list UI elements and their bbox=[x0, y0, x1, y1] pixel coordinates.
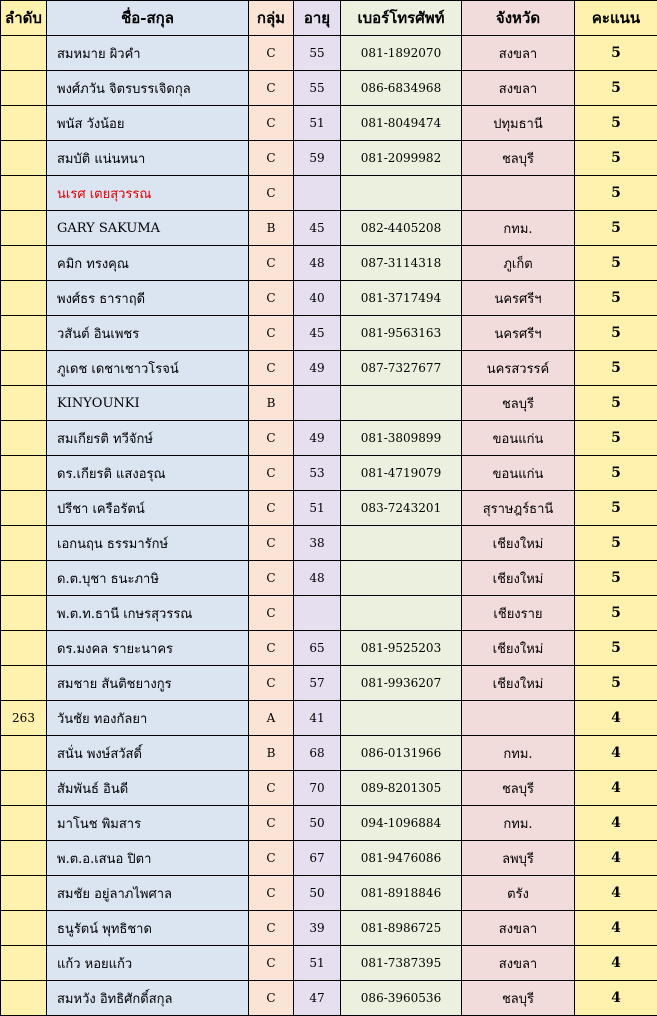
cell-name: KINYOUNKI bbox=[47, 386, 249, 421]
cell-age: 49 bbox=[294, 351, 341, 386]
cell-score: 5 bbox=[575, 36, 657, 71]
cell-group: C bbox=[249, 106, 294, 141]
cell-order bbox=[1, 911, 47, 946]
table-row bbox=[1, 421, 657, 456]
cell-group: C bbox=[249, 281, 294, 316]
cell-province: ภูเก็ต bbox=[462, 246, 575, 281]
cell-order bbox=[1, 631, 47, 666]
cell-order bbox=[1, 526, 47, 561]
cell-phone bbox=[341, 561, 462, 596]
cell-province bbox=[462, 176, 575, 211]
cell-name: คมิก ทรงคุณ bbox=[47, 246, 249, 281]
table-row bbox=[1, 386, 657, 421]
cell-name: วสันต์ อินเพชร bbox=[47, 316, 249, 351]
cell-group: C bbox=[249, 246, 294, 281]
cell-name: สัมพันธ์ อินดี bbox=[47, 771, 249, 806]
cell-order bbox=[1, 491, 47, 526]
cell-name: พนัส วังน้อย bbox=[47, 106, 249, 141]
header-group: กลุ่ม bbox=[249, 1, 294, 36]
cell-name: ปรีชา เครือรัตน์ bbox=[47, 491, 249, 526]
cell-age: 48 bbox=[294, 561, 341, 596]
cell-age: 39 bbox=[294, 911, 341, 946]
cell-province: สงขลา bbox=[462, 71, 575, 106]
cell-order bbox=[1, 876, 47, 911]
table-row bbox=[1, 946, 657, 981]
cell-age: 50 bbox=[294, 806, 341, 841]
cell-order bbox=[1, 456, 47, 491]
table-row bbox=[1, 316, 657, 351]
cell-group: C bbox=[249, 36, 294, 71]
cell-phone bbox=[341, 386, 462, 421]
cell-score: 5 bbox=[575, 281, 657, 316]
cell-order bbox=[1, 211, 47, 246]
cell-phone: 081-8049474 bbox=[341, 106, 462, 141]
cell-order bbox=[1, 561, 47, 596]
header-age: อายุ bbox=[294, 1, 341, 36]
table-row bbox=[1, 631, 657, 666]
cell-province: นครศรีฯ bbox=[462, 281, 575, 316]
cell-group: C bbox=[249, 316, 294, 351]
cell-group: C bbox=[249, 876, 294, 911]
cell-order bbox=[1, 596, 47, 631]
cell-province: กทม. bbox=[462, 806, 575, 841]
cell-age: 51 bbox=[294, 946, 341, 981]
cell-group: B bbox=[249, 386, 294, 421]
header-province: จังหวัด bbox=[462, 1, 575, 36]
cell-order bbox=[1, 316, 47, 351]
cell-phone: 081-9936207 bbox=[341, 666, 462, 701]
table-row bbox=[1, 596, 657, 631]
cell-score: 5 bbox=[575, 106, 657, 141]
cell-score: 4 bbox=[575, 736, 657, 771]
cell-age: 47 bbox=[294, 981, 341, 1016]
cell-province: นครศรีฯ bbox=[462, 316, 575, 351]
header-row bbox=[1, 1, 657, 36]
cell-name: มาโนช พิมสาร bbox=[47, 806, 249, 841]
cell-province: กทม. bbox=[462, 211, 575, 246]
cell-name: ธนูรัตน์ พุทธิชาด bbox=[47, 911, 249, 946]
cell-province: เชียงใหม่ bbox=[462, 526, 575, 561]
cell-name: วันชัย ทองกัลยา bbox=[47, 701, 249, 736]
table-row bbox=[1, 666, 657, 701]
cell-province: สงขลา bbox=[462, 36, 575, 71]
cell-name: ดร.เกียรติ แสงอรุณ bbox=[47, 456, 249, 491]
table-row bbox=[1, 211, 657, 246]
table-row bbox=[1, 71, 657, 106]
cell-age: 55 bbox=[294, 71, 341, 106]
cell-score: 4 bbox=[575, 876, 657, 911]
cell-order bbox=[1, 666, 47, 701]
cell-phone: 082-4405208 bbox=[341, 211, 462, 246]
cell-age: 41 bbox=[294, 701, 341, 736]
cell-province: ชลบุรี bbox=[462, 141, 575, 176]
cell-score: 5 bbox=[575, 666, 657, 701]
table-row bbox=[1, 141, 657, 176]
cell-province: ลพบุรี bbox=[462, 841, 575, 876]
cell-score: 4 bbox=[575, 911, 657, 946]
cell-phone bbox=[341, 526, 462, 561]
cell-score: 5 bbox=[575, 421, 657, 456]
cell-name: นเรศ เตยสุวรรณ bbox=[47, 176, 249, 211]
cell-name: ดร.มงคล รายะนาคร bbox=[47, 631, 249, 666]
table-row bbox=[1, 841, 657, 876]
cell-phone bbox=[341, 176, 462, 211]
cell-group: C bbox=[249, 491, 294, 526]
cell-score: 5 bbox=[575, 456, 657, 491]
table-row bbox=[1, 491, 657, 526]
cell-group: C bbox=[249, 526, 294, 561]
cell-order bbox=[1, 281, 47, 316]
cell-score: 5 bbox=[575, 596, 657, 631]
cell-score: 5 bbox=[575, 316, 657, 351]
cell-province: ขอนแก่น bbox=[462, 421, 575, 456]
cell-phone: 083-7243201 bbox=[341, 491, 462, 526]
table-row bbox=[1, 106, 657, 141]
cell-province: ขอนแก่น bbox=[462, 456, 575, 491]
cell-age: 55 bbox=[294, 36, 341, 71]
cell-group: C bbox=[249, 176, 294, 211]
cell-score: 5 bbox=[575, 631, 657, 666]
cell-age: 45 bbox=[294, 211, 341, 246]
cell-province: สงขลา bbox=[462, 946, 575, 981]
cell-name: แก้ว หอยแก้ว bbox=[47, 946, 249, 981]
table-row bbox=[1, 36, 657, 71]
cell-score: 5 bbox=[575, 176, 657, 211]
cell-phone: 086-0131966 bbox=[341, 736, 462, 771]
cell-phone: 081-9563163 bbox=[341, 316, 462, 351]
cell-age: 59 bbox=[294, 141, 341, 176]
cell-group: C bbox=[249, 631, 294, 666]
cell-name: พงศ์ธร ธาราฤดี bbox=[47, 281, 249, 316]
cell-phone: 086-6834968 bbox=[341, 71, 462, 106]
table-row bbox=[1, 281, 657, 316]
cell-group: C bbox=[249, 596, 294, 631]
cell-name: สนั่น พงษ์สวัสดิ์ bbox=[47, 736, 249, 771]
cell-order bbox=[1, 806, 47, 841]
table-row bbox=[1, 806, 657, 841]
cell-group: C bbox=[249, 561, 294, 596]
cell-score: 4 bbox=[575, 946, 657, 981]
cell-name: สมบัติ แน่นหนา bbox=[47, 141, 249, 176]
cell-age: 49 bbox=[294, 421, 341, 456]
header-score: คะแนน bbox=[575, 1, 657, 36]
cell-province: ชลบุรี bbox=[462, 981, 575, 1016]
cell-province: ชลบุรี bbox=[462, 771, 575, 806]
cell-group: C bbox=[249, 981, 294, 1016]
table-row bbox=[1, 351, 657, 386]
cell-name: ภูเดช เดชาเชาวโรจน์ bbox=[47, 351, 249, 386]
header-phone: เบอร์โทรศัพท์ bbox=[341, 1, 462, 36]
cell-age: 40 bbox=[294, 281, 341, 316]
cell-order bbox=[1, 386, 47, 421]
cell-age: 51 bbox=[294, 491, 341, 526]
cell-order bbox=[1, 981, 47, 1016]
cell-score: 5 bbox=[575, 211, 657, 246]
cell-province: สุราษฎร์ธานี bbox=[462, 491, 575, 526]
table-row bbox=[1, 526, 657, 561]
cell-phone: 081-7387395 bbox=[341, 946, 462, 981]
cell-phone: 081-8986725 bbox=[341, 911, 462, 946]
table-row bbox=[1, 876, 657, 911]
cell-phone: 081-8918846 bbox=[341, 876, 462, 911]
cell-phone: 081-9476086 bbox=[341, 841, 462, 876]
cell-phone: 086-3960536 bbox=[341, 981, 462, 1016]
table-row bbox=[1, 736, 657, 771]
cell-group: C bbox=[249, 771, 294, 806]
cell-phone bbox=[341, 701, 462, 736]
cell-age: 67 bbox=[294, 841, 341, 876]
cell-score: 5 bbox=[575, 386, 657, 421]
cell-group: C bbox=[249, 946, 294, 981]
cell-phone: 081-3717494 bbox=[341, 281, 462, 316]
cell-name: สมเกียรติ ทวีจักษ์ bbox=[47, 421, 249, 456]
table-row bbox=[1, 911, 657, 946]
cell-age: 65 bbox=[294, 631, 341, 666]
cell-group: A bbox=[249, 701, 294, 736]
cell-score: 5 bbox=[575, 71, 657, 106]
cell-province: เชียงราย bbox=[462, 596, 575, 631]
cell-phone: 081-9525203 bbox=[341, 631, 462, 666]
cell-score: 5 bbox=[575, 561, 657, 596]
cell-order bbox=[1, 946, 47, 981]
table-row bbox=[1, 771, 657, 806]
cell-order bbox=[1, 106, 47, 141]
cell-phone: 081-3809899 bbox=[341, 421, 462, 456]
cell-name: สมหมาย ผิวคำ bbox=[47, 36, 249, 71]
cell-group: C bbox=[249, 456, 294, 491]
cell-age: 53 bbox=[294, 456, 341, 491]
cell-age: 68 bbox=[294, 736, 341, 771]
cell-province: ตรัง bbox=[462, 876, 575, 911]
header-order: ลำดับ bbox=[1, 1, 47, 36]
table-row bbox=[1, 561, 657, 596]
cell-score: 5 bbox=[575, 141, 657, 176]
cell-group: C bbox=[249, 421, 294, 456]
cell-name: พ.ต.อ.เสนอ ปิตา bbox=[47, 841, 249, 876]
cell-province: ชลบุรี bbox=[462, 386, 575, 421]
cell-age bbox=[294, 596, 341, 631]
cell-age: 48 bbox=[294, 246, 341, 281]
table-row bbox=[1, 246, 657, 281]
cell-phone: 089-8201305 bbox=[341, 771, 462, 806]
cell-order bbox=[1, 351, 47, 386]
cell-group: C bbox=[249, 71, 294, 106]
cell-phone bbox=[341, 596, 462, 631]
cell-group: B bbox=[249, 736, 294, 771]
cell-phone: 081-1892070 bbox=[341, 36, 462, 71]
cell-age: 70 bbox=[294, 771, 341, 806]
cell-phone: 081-4719079 bbox=[341, 456, 462, 491]
cell-age: 38 bbox=[294, 526, 341, 561]
cell-order bbox=[1, 246, 47, 281]
cell-score: 4 bbox=[575, 771, 657, 806]
cell-name: GARY SAKUMA bbox=[47, 211, 249, 246]
cell-phone: 087-3114318 bbox=[341, 246, 462, 281]
cell-score: 5 bbox=[575, 246, 657, 281]
cell-province: เชียงใหม่ bbox=[462, 561, 575, 596]
cell-province: เชียงใหม่ bbox=[462, 631, 575, 666]
cell-name: พ.ต.ท.ธานี เกษรสุวรรณ bbox=[47, 596, 249, 631]
table-row bbox=[1, 176, 657, 211]
cell-score: 5 bbox=[575, 351, 657, 386]
cell-group: C bbox=[249, 806, 294, 841]
cell-age: 50 bbox=[294, 876, 341, 911]
cell-order bbox=[1, 71, 47, 106]
cell-order bbox=[1, 176, 47, 211]
cell-phone: 094-1096884 bbox=[341, 806, 462, 841]
cell-province: เชียงใหม่ bbox=[462, 666, 575, 701]
cell-group: B bbox=[249, 211, 294, 246]
cell-group: C bbox=[249, 666, 294, 701]
table-row bbox=[1, 981, 657, 1016]
cell-age bbox=[294, 386, 341, 421]
cell-score: 5 bbox=[575, 526, 657, 561]
cell-name: สมชาย สันติชยางกูร bbox=[47, 666, 249, 701]
cell-score: 4 bbox=[575, 806, 657, 841]
header-name: ชื่อ-สกุล bbox=[47, 1, 249, 36]
cell-group: C bbox=[249, 911, 294, 946]
cell-age: 45 bbox=[294, 316, 341, 351]
cell-name: สมหวัง อิทธิศักดิ์สกุล bbox=[47, 981, 249, 1016]
cell-group: C bbox=[249, 841, 294, 876]
cell-province bbox=[462, 701, 575, 736]
cell-order: 263 bbox=[1, 701, 47, 736]
cell-order bbox=[1, 141, 47, 176]
cell-name: พงศ์ภวัน จิตรบรรเจิดกุล bbox=[47, 71, 249, 106]
cell-group: C bbox=[249, 141, 294, 176]
cell-phone: 081-2099982 bbox=[341, 141, 462, 176]
table-row bbox=[1, 701, 657, 736]
cell-order bbox=[1, 736, 47, 771]
cell-phone: 087-7327677 bbox=[341, 351, 462, 386]
cell-name: สมชัย อยู่ลาภไพศาล bbox=[47, 876, 249, 911]
cell-order bbox=[1, 841, 47, 876]
cell-name: ด.ต.บุชา ธนะภาษิ bbox=[47, 561, 249, 596]
cell-province: สงขลา bbox=[462, 911, 575, 946]
cell-province: นครสวรรค์ bbox=[462, 351, 575, 386]
cell-age: 57 bbox=[294, 666, 341, 701]
cell-name: เอกนฤน ธรรมารักษ์ bbox=[47, 526, 249, 561]
cell-score: 4 bbox=[575, 841, 657, 876]
cell-age: 51 bbox=[294, 106, 341, 141]
cell-age bbox=[294, 176, 341, 211]
cell-order bbox=[1, 36, 47, 71]
cell-province: กทม. bbox=[462, 736, 575, 771]
cell-order bbox=[1, 771, 47, 806]
cell-score: 4 bbox=[575, 701, 657, 736]
cell-order bbox=[1, 421, 47, 456]
cell-score: 4 bbox=[575, 981, 657, 1016]
table-row bbox=[1, 456, 657, 491]
cell-province: ปทุมธานี bbox=[462, 106, 575, 141]
cell-group: C bbox=[249, 351, 294, 386]
cell-score: 5 bbox=[575, 491, 657, 526]
